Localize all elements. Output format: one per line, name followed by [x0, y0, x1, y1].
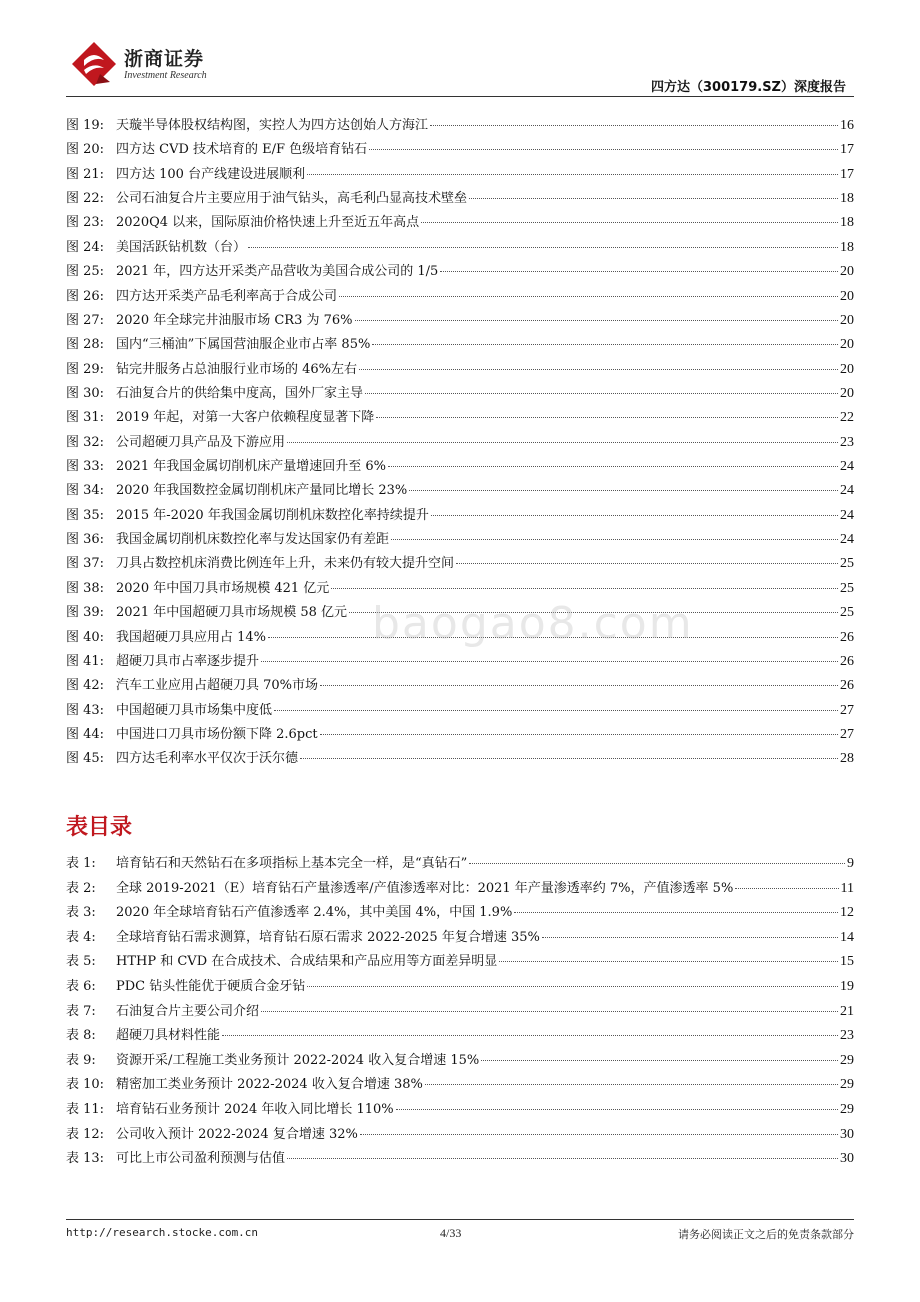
figure-toc-label: 图 38: [66, 580, 105, 596]
toc-dot-leader [369, 149, 838, 150]
figure-toc-title: 四方达 CVD 技术培育的 E/F 色级培育钻石 [116, 142, 368, 158]
figure-toc-label: 图 45: [66, 751, 105, 767]
footer-url-link[interactable]: http://research.stocke.com.cn [66, 1226, 259, 1239]
figure-toc-title: 公司超硬刀具产品及下游应用 [116, 434, 286, 450]
figure-toc-entry[interactable] [66, 385, 854, 409]
figure-toc-label: 图 35: [66, 507, 105, 523]
figure-toc-page-number: 25 [840, 556, 854, 572]
table-toc-label: 表 13: [66, 1151, 105, 1167]
figure-toc-title: 2020 年我国数控金属切削机床产量同比增长 23% [116, 483, 408, 499]
table-toc-label: 表 9: [66, 1052, 96, 1068]
toc-dot-leader [388, 466, 838, 467]
table-toc-page-number: 30 [840, 1151, 854, 1167]
table-toc-title: 超硬刀具材料性能 [116, 1028, 221, 1044]
toc-dot-leader [331, 588, 838, 589]
figure-toc-label: 图 34: [66, 483, 105, 499]
table-toc-page-number: 29 [840, 1052, 854, 1068]
toc-dot-leader [440, 271, 838, 272]
table-toc-label: 表 6: [66, 978, 96, 994]
figure-toc-label: 图 30: [66, 385, 105, 401]
figure-toc-page-number: 24 [840, 459, 854, 475]
toc-dot-leader [360, 1134, 838, 1135]
toc-dot-leader [735, 888, 838, 889]
figure-toc-label: 图 37: [66, 556, 105, 572]
figure-toc-entry[interactable] [66, 434, 854, 458]
toc-dot-leader [222, 1035, 838, 1036]
figure-toc-title: 2021 年我国金属切削机床产量增速回升至 6% [116, 459, 386, 475]
figure-toc-title: 石油复合片的供给集中度高，国外厂家主导 [116, 385, 364, 401]
figure-toc-label: 图 20: [66, 142, 105, 158]
toc-dot-leader [261, 661, 838, 662]
toc-dot-leader [409, 490, 838, 491]
tables-toc-list [66, 855, 854, 1175]
figure-toc-entry[interactable] [66, 361, 854, 385]
figures-toc-list [66, 117, 854, 775]
figure-toc-page-number: 23 [840, 434, 854, 450]
table-toc-entry[interactable] [66, 929, 854, 954]
figure-toc-entry[interactable] [66, 677, 854, 701]
toc-dot-leader [499, 961, 838, 962]
tables-section-title: 表目录 [66, 815, 133, 840]
figure-toc-title: 汽车工业应用占超硬刀具 70%市场 [116, 678, 319, 694]
table-toc-title: 2020 年全球培育钻石产值渗透率 2.4%，其中美国 4%，中国 1.9% [116, 905, 513, 921]
figure-toc-page-number: 24 [840, 507, 854, 523]
figure-toc-title: 2015 年-2020 年我国金属切削机床数控化率持续提升 [116, 507, 429, 523]
footer-page-number: 4/33 [440, 1226, 462, 1240]
figure-toc-page-number: 18 [840, 239, 854, 255]
toc-dot-leader [320, 685, 838, 686]
figure-toc-title: 2020 年全球完井油服市场 CR3 为 76% [116, 312, 353, 328]
figure-toc-label: 图 28: [66, 337, 105, 353]
table-toc-title: 石油复合片主要公司介绍 [116, 1003, 260, 1019]
table-toc-title: 可比上市公司盈利预测与估值 [116, 1151, 286, 1167]
table-toc-label: 表 8: [66, 1028, 96, 1044]
toc-dot-leader [248, 247, 838, 248]
table-toc-page-number: 29 [840, 1077, 854, 1093]
table-toc-page-number: 29 [840, 1101, 854, 1117]
figure-toc-page-number: 28 [840, 751, 854, 767]
table-toc-entry[interactable] [66, 880, 854, 905]
figure-toc-entry[interactable] [66, 555, 854, 579]
report-title: 四方达（300179.SZ）深度报告 [650, 80, 846, 95]
toc-dot-leader [287, 442, 838, 443]
table-toc-page-number: 12 [840, 905, 854, 921]
toc-dot-leader [307, 986, 838, 987]
figure-toc-label: 图 40: [66, 629, 105, 645]
table-toc-label: 表 10: [66, 1077, 105, 1093]
figure-toc-page-number: 24 [840, 483, 854, 499]
figure-toc-title: 2020Q4 以来，国际原油价格快速上升至近五年高点 [116, 215, 420, 231]
table-toc-entry[interactable] [66, 1101, 854, 1126]
table-toc-entry[interactable] [66, 1052, 854, 1077]
table-toc-title: HTHP 和 CVD 在合成技术、合成结果和产品应用等方面差异明显 [116, 954, 498, 970]
figure-toc-label: 图 42: [66, 678, 105, 694]
logo-chinese-text: 浙商证券 [124, 48, 205, 70]
table-toc-title: 公司收入预计 2022-2024 复合增速 32% [116, 1126, 358, 1142]
toc-dot-leader [261, 1011, 838, 1012]
figure-toc-label: 图 21: [66, 166, 105, 182]
figure-toc-entry[interactable] [66, 288, 854, 312]
table-toc-title: 精密加工类业务预计 2022-2024 收入复合增速 38% [116, 1077, 423, 1093]
toc-dot-leader [469, 863, 845, 864]
figure-toc-label: 图 44: [66, 726, 105, 742]
figure-toc-title: 2020 年中国刀具市场规模 421 亿元 [116, 580, 330, 596]
table-toc-entry[interactable] [66, 1150, 854, 1175]
toc-dot-leader [376, 417, 838, 418]
toc-dot-leader [320, 734, 838, 735]
figure-toc-label: 图 29: [66, 361, 105, 377]
figure-toc-title: 四方达 100 台产线建设进展顺利 [116, 166, 306, 182]
table-toc-title: 全球 2019-2021（E）培育钻石产量渗透率/产值渗透率对比：2021 年产量渗透率约 7%，产值渗透率 5% [116, 880, 734, 896]
table-toc-page-number: 30 [840, 1126, 854, 1142]
table-toc-label: 表 1: [66, 856, 96, 871]
toc-dot-leader [359, 369, 838, 370]
figure-toc-label: 图 27: [66, 312, 105, 328]
figure-toc-entry[interactable] [66, 263, 854, 287]
table-toc-entry[interactable] [66, 978, 854, 1003]
header-divider [66, 96, 854, 97]
company-logo-icon [70, 40, 118, 88]
figure-toc-page-number: 26 [840, 629, 854, 645]
figure-toc-label: 图 25: [66, 264, 105, 280]
figure-toc-entry[interactable] [66, 239, 854, 263]
figure-toc-page-number: 27 [840, 702, 854, 718]
table-toc-page-number: 9 [847, 856, 854, 871]
table-toc-label: 表 4: [66, 929, 96, 945]
figure-toc-page-number: 26 [840, 678, 854, 694]
figure-toc-entry[interactable] [66, 482, 854, 506]
figure-toc-page-number: 27 [840, 726, 854, 742]
toc-dot-leader [430, 125, 838, 126]
figure-toc-entry[interactable] [66, 653, 854, 677]
table-toc-title: 培育钻石和天然钻石在多项指标上基本完全一样，是“真钻石” [116, 856, 468, 871]
table-toc-entry[interactable] [66, 953, 854, 978]
figure-toc-page-number: 17 [840, 142, 854, 158]
figure-toc-label: 图 33: [66, 459, 105, 475]
figure-toc-page-number: 25 [840, 580, 854, 596]
figure-toc-page-number: 20 [840, 312, 854, 328]
watermark-text: baogao8.com [372, 598, 694, 649]
figure-toc-entry[interactable] [66, 336, 854, 360]
figure-toc-title: 2019 年起，对第一大客户依赖程度显著下降 [116, 410, 375, 426]
table-toc-entry[interactable] [66, 1076, 854, 1101]
figure-toc-title: 刀具占数控机床消费比例连年上升，未来仍有较大提升空间 [116, 556, 455, 572]
toc-dot-leader [300, 758, 838, 759]
figure-toc-label: 图 19: [66, 118, 105, 133]
figure-toc-label: 图 22: [66, 191, 105, 207]
table-toc-entry[interactable] [66, 1003, 854, 1028]
toc-dot-leader [431, 515, 838, 516]
table-toc-label: 表 12: [66, 1126, 105, 1142]
table-toc-label: 表 11: [66, 1101, 105, 1117]
figure-toc-title: 美国活跃钻机数（台） [116, 239, 247, 255]
figure-toc-entry[interactable] [66, 531, 854, 555]
figure-toc-entry[interactable] [66, 214, 854, 238]
figure-toc-page-number: 25 [840, 605, 854, 621]
toc-dot-leader [339, 296, 838, 297]
figure-toc-title: 国内“三桶油”下属国营油服企业市占率 85% [116, 337, 371, 353]
figure-toc-page-number: 20 [840, 337, 854, 353]
toc-dot-leader [396, 1109, 838, 1110]
toc-dot-leader [365, 393, 838, 394]
table-toc-entry[interactable] [66, 1126, 854, 1151]
toc-dot-leader [425, 1084, 838, 1085]
figure-toc-title: 四方达开采类产品毛利率高于合成公司 [116, 288, 338, 304]
figure-toc-entry[interactable] [66, 507, 854, 531]
figure-toc-entry[interactable] [66, 750, 854, 774]
figure-toc-title: 我国超硬刀具应用占 14% [116, 629, 267, 645]
figure-toc-page-number: 18 [840, 215, 854, 231]
table-toc-title: 资源开采/工程施工类业务预计 2022-2024 收入复合增速 15% [116, 1052, 480, 1068]
table-toc-page-number: 15 [840, 954, 854, 970]
figure-toc-page-number: 20 [840, 288, 854, 304]
footer-divider [66, 1219, 854, 1220]
figure-toc-entry[interactable] [66, 726, 854, 750]
figure-toc-title: 天璇半导体股权结构图，实控人为四方达创始人方海江 [116, 118, 429, 133]
figure-toc-title: 超硬刀具市占率逐步提升 [116, 653, 260, 669]
table-toc-page-number: 23 [840, 1028, 854, 1044]
figure-toc-page-number: 20 [840, 264, 854, 280]
figure-toc-entry[interactable] [66, 409, 854, 433]
toc-dot-leader [355, 320, 838, 321]
figure-toc-title: 公司石油复合片主要应用于油气钻头，高毛利凸显高技术壁垒 [116, 191, 468, 207]
table-toc-entry[interactable] [66, 1027, 854, 1052]
figure-toc-label: 图 43: [66, 702, 105, 718]
figure-toc-entry[interactable] [66, 166, 854, 190]
page-header [0, 0, 920, 100]
table-toc-title: PDC 钻头性能优于硬质合金牙钻 [116, 978, 306, 994]
table-toc-label: 表 3: [66, 905, 96, 921]
figure-toc-label: 图 39: [66, 605, 105, 621]
figure-toc-entry[interactable] [66, 312, 854, 336]
figure-toc-label: 图 32: [66, 434, 105, 450]
figure-toc-title: 四方达毛利率水平仅次于沃尔德 [116, 751, 299, 767]
toc-dot-leader [372, 344, 838, 345]
figure-toc-label: 图 23: [66, 215, 105, 231]
table-toc-page-number: 11 [840, 880, 854, 896]
figure-toc-page-number: 18 [840, 191, 854, 207]
figure-toc-label: 图 24: [66, 239, 105, 255]
figure-toc-entry[interactable] [66, 190, 854, 214]
figure-toc-page-number: 20 [840, 385, 854, 401]
table-toc-entry[interactable] [66, 855, 854, 880]
figure-toc-label: 图 31: [66, 410, 105, 426]
table-toc-title: 全球培育钻石需求测算，培育钻石原石需求 2022-2025 年复合增速 35% [116, 929, 540, 945]
table-toc-page-number: 14 [840, 929, 854, 945]
table-toc-label: 表 5: [66, 954, 96, 970]
toc-dot-leader [274, 710, 838, 711]
toc-dot-leader [421, 222, 838, 223]
table-toc-entry[interactable] [66, 904, 854, 929]
toc-dot-leader [514, 912, 838, 913]
figure-toc-title: 钻完井服务占总油服行业市场的 46%左右 [116, 361, 358, 377]
toc-dot-leader [542, 937, 838, 938]
figure-toc-page-number: 16 [840, 118, 854, 133]
figure-toc-page-number: 24 [840, 532, 854, 548]
toc-dot-leader [391, 539, 838, 540]
figure-toc-title: 中国超硬刀具市场集中度低 [116, 702, 273, 718]
figure-toc-label: 图 36: [66, 532, 105, 548]
figure-toc-entry[interactable] [66, 117, 854, 141]
toc-dot-leader [481, 1060, 838, 1061]
table-toc-title: 培育钻石业务预计 2024 年收入同比增长 110% [116, 1101, 394, 1117]
toc-dot-leader [456, 563, 838, 564]
figure-toc-label: 图 26: [66, 288, 105, 304]
figure-toc-title: 我国金属切削机床数控化率与发达国家仍有差距 [116, 532, 390, 548]
figure-toc-entry[interactable] [66, 702, 854, 726]
logo-english-text: Investment Research [124, 70, 207, 81]
toc-dot-leader [307, 174, 838, 175]
figure-toc-page-number: 22 [840, 410, 854, 426]
table-toc-page-number: 19 [840, 978, 854, 994]
toc-dot-leader [469, 198, 838, 199]
figure-toc-title: 中国进口刀具市场份额下降 2.6pct [116, 726, 318, 742]
figure-toc-page-number: 26 [840, 653, 854, 669]
table-toc-page-number: 21 [840, 1003, 854, 1019]
footer-disclaimer-note: 请务必阅读正文之后的免责条款部分 [678, 1228, 854, 1241]
figure-toc-title: 2021 年中国超硬刀具市场规模 58 亿元 [116, 605, 348, 621]
figure-toc-title: 2021 年，四方达开采类产品营收为美国合成公司的 1/5 [116, 264, 439, 280]
table-toc-label: 表 2: [66, 880, 96, 896]
table-toc-label: 表 7: [66, 1003, 96, 1019]
figure-toc-entry[interactable] [66, 141, 854, 165]
figure-toc-label: 图 41: [66, 653, 105, 669]
toc-dot-leader [287, 1158, 838, 1159]
figure-toc-page-number: 17 [840, 166, 854, 182]
figure-toc-entry[interactable] [66, 458, 854, 482]
figure-toc-page-number: 20 [840, 361, 854, 377]
